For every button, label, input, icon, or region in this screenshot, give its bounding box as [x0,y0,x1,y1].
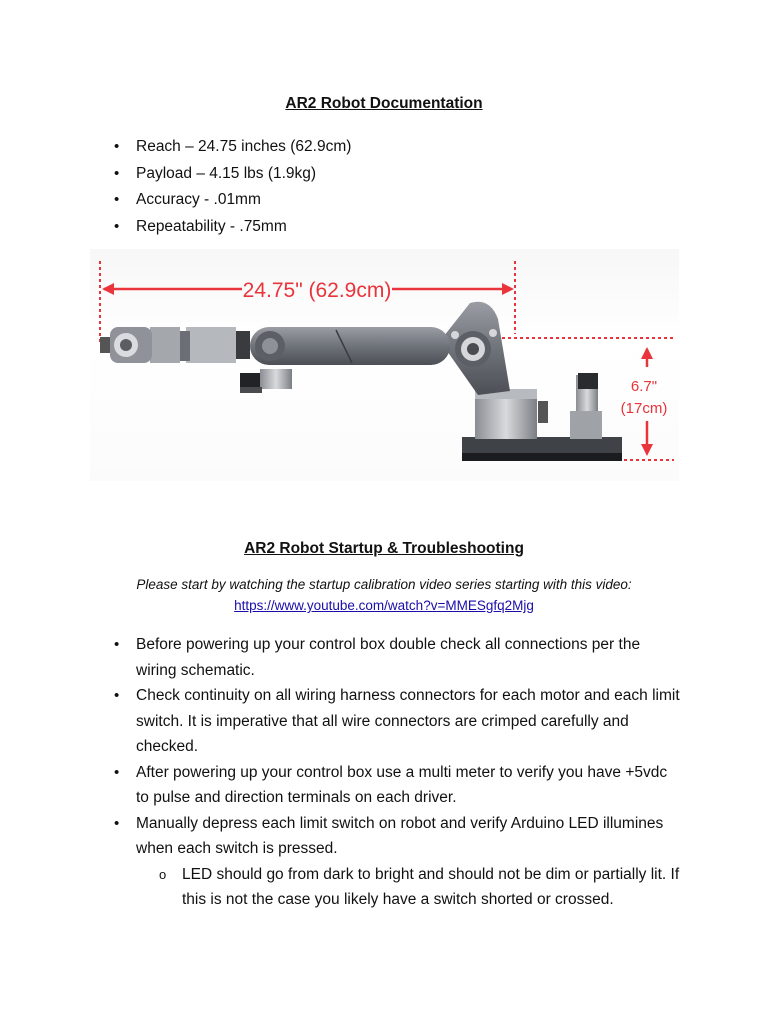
intro-text: Please start by watching the startup calibration video series starting with this video: [136,577,632,592]
robot-upper-arm [250,327,450,365]
bullet-icon: • [114,191,120,208]
step-item: • After powering up your control box use a multi meter to verify you have +5vdc to pulse and direction terminals on each driver. [114,760,684,811]
height-dimension-label: 6.7" [630,378,658,395]
step-item: • Manually depress each limit switch on robot and verify Arduino LED illumines when each switch is pressed. [114,811,684,862]
spec-item-payload: • Payload – 4.15 lbs (1.9kg) [114,161,351,188]
bullet-icon: • [114,164,120,182]
spec-list [114,134,351,240]
step-item: • Before powering up your control box double check all connections per the wiring schematic. [114,632,684,683]
bullet-icon: • [114,636,120,653]
robot-shoulder [440,302,510,395]
bullet-icon: • [114,138,120,155]
bullet-icon: • [114,217,120,235]
bullet-icon: • [114,687,120,704]
troubleshooting-steps [114,632,684,913]
circle-bullet-icon: o [159,866,167,882]
height-dimension-label-metric: (17cm) [620,400,668,417]
spec-item-reach: • Reach – 24.75 inches (62.9cm) [114,134,351,161]
spec-item-accuracy: • Accuracy - .01mm [114,187,351,214]
spec-item-repeatability: • Repeatability - .75mm [114,214,351,241]
bullet-icon: • [114,763,120,781]
bullet-icon: • [114,814,120,832]
video-link[interactable]: https://www.youtube.com/watch?v=MMESgfq2Mjg [234,598,534,613]
sub-step-item: o LED should go from dark to bright and should not be dim or partially lit. If this is not the case you likely have a switch shorted or crossed. [114,862,684,913]
troubleshooting-title: AR2 Robot Startup & Troubleshooting [244,540,524,557]
step-item: • Check continuity on all wiring harness connectors for each motor and each limit switch. It is imperative that all wire connectors are crimped carefully and checked. [114,683,684,760]
documentation-title: AR2 Robot Documentation [285,95,483,112]
robot-arm-figure [90,249,679,481]
reach-dimension-label: 24.75" (62.9cm) [242,279,392,302]
robot-arm-drawing [90,249,679,481]
